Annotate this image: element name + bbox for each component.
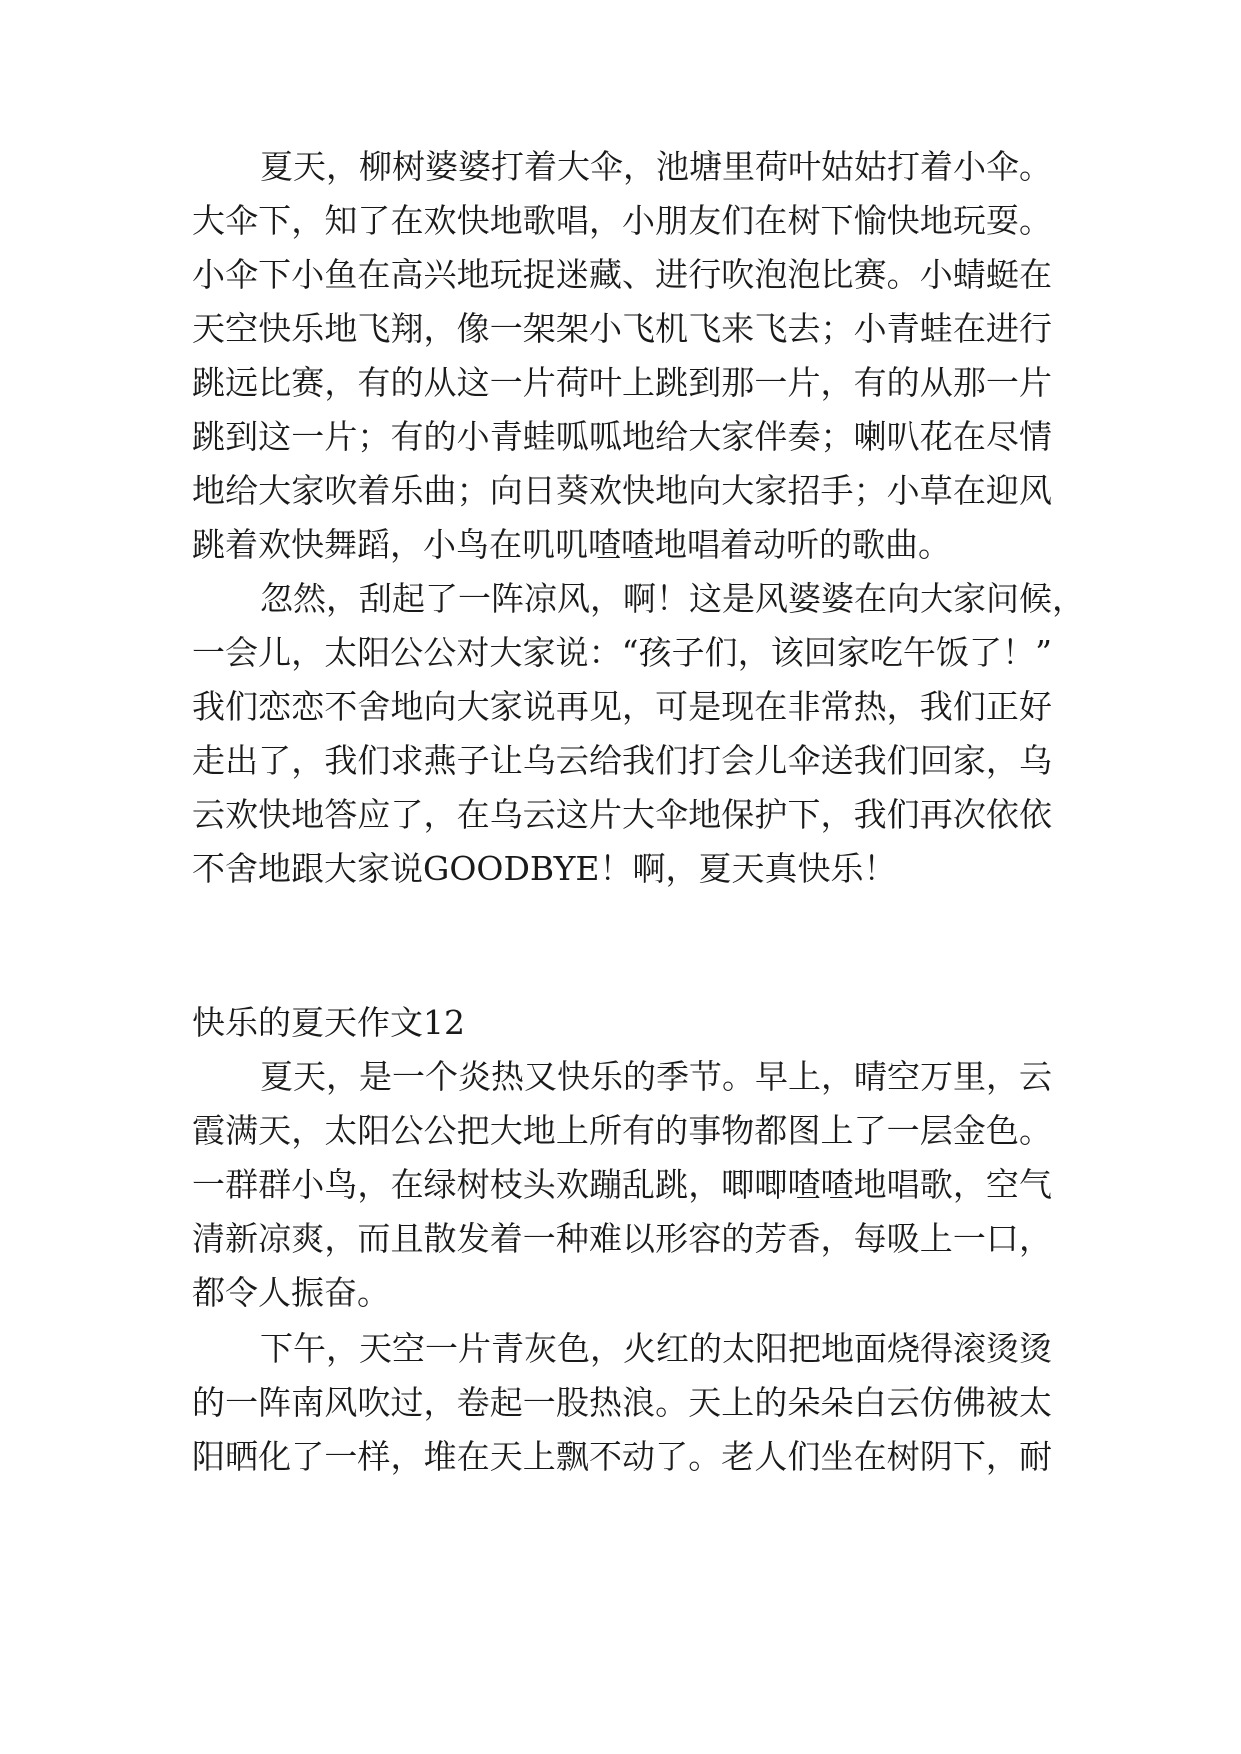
- paragraph-line: 霞满天，太阳公公把大地上所有的事物都图上了一层金色。: [192, 1111, 1052, 1150]
- paragraph-line: 云欢快地答应了，在乌云这片大伞地保护下，我们再次依依: [192, 795, 1052, 834]
- paragraph-line: 地给大家吹着乐曲；向日葵欢快地向大家招手；小草在迎风: [192, 471, 1052, 510]
- paragraph-line: 忽然，刮起了一阵凉风，啊！这是风婆婆在向大家问候，: [260, 579, 1085, 618]
- paragraph-line: 跳着欢快舞蹈，小鸟在叽叽喳喳地唱着动听的歌曲。: [192, 525, 951, 564]
- section-heading: 快乐的夏天作文12: [192, 1003, 465, 1042]
- paragraph-line: 走出了，我们求燕子让乌云给我们打会儿伞送我们回家，乌: [192, 741, 1052, 780]
- paragraph-line: 阳晒化了一样，堆在天上飘不动了。老人们坐在树阴下，耐: [192, 1437, 1052, 1476]
- paragraph-line: 我们恋恋不舍地向大家说再见，可是现在非常热，我们正好: [192, 687, 1052, 726]
- paragraph-line: 一会儿，太阳公公对大家说：“孩子们，该回家吃午饭了！”: [192, 633, 1052, 672]
- paragraph-line: 天空快乐地飞翔，像一架架小飞机飞来飞去；小青蛙在进行: [192, 309, 1052, 348]
- paragraph-line: 夏天，是一个炎热又快乐的季节。早上，晴空万里，云: [260, 1057, 1052, 1096]
- paragraph-line: 的一阵南风吹过，卷起一股热浪。天上的朵朵白云仿佛被太: [192, 1383, 1052, 1422]
- paragraph-line: 一群群小鸟，在绿树枝头欢蹦乱跳，唧唧喳喳地唱歌，空气: [192, 1165, 1052, 1204]
- paragraph-line: 不舍地跟大家说GOODBYE！啊，夏天真快乐！: [192, 849, 897, 888]
- paragraph-line: 清新凉爽，而且散发着一种难以形容的芳香，每吸上一口，: [192, 1219, 1052, 1258]
- paragraph-line: 下午，天空一片青灰色，火红的太阳把地面烧得滚烫烫: [260, 1329, 1052, 1368]
- paragraph-line: 大伞下，知了在欢快地歌唱，小朋友们在树下愉快地玩耍。: [192, 201, 1052, 240]
- paragraph-line: 夏天，柳树婆婆打着大伞，池塘里荷叶姑姑打着小伞。: [260, 147, 1052, 186]
- paragraph-line: 跳远比赛，有的从这一片荷叶上跳到那一片，有的从那一片: [192, 363, 1052, 402]
- paragraph-line: 小伞下小鱼在高兴地玩捉迷藏、进行吹泡泡比赛。小蜻蜓在: [192, 255, 1052, 294]
- paragraph-line: 都令人振奋。: [192, 1273, 390, 1312]
- paragraph-line: 跳到这一片；有的小青蛙呱呱地给大家伴奏；喇叭花在尽情: [192, 417, 1052, 456]
